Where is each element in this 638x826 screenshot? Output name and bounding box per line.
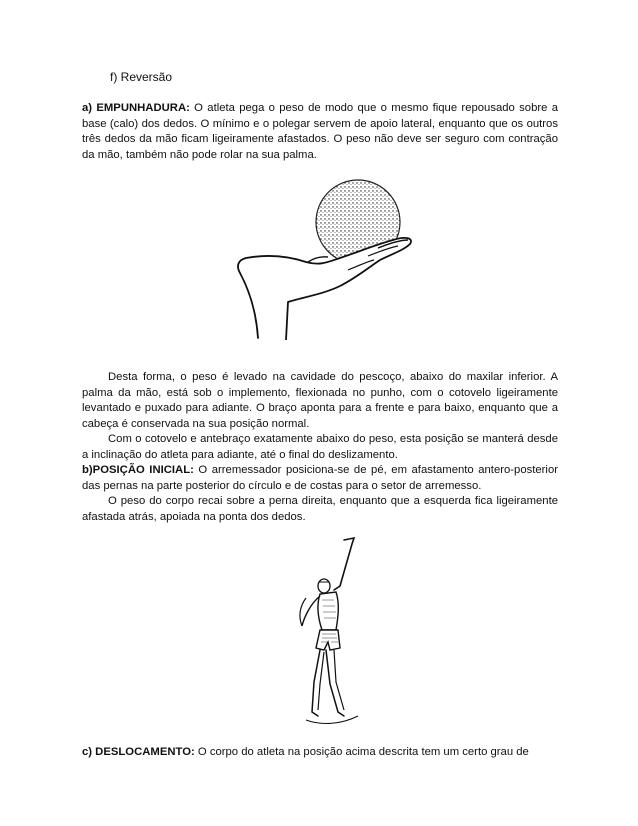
paragraph-posicao-inicial: [82, 463, 558, 494]
label-empunhadura: a) EMPUNHADURA:: [82, 102, 190, 114]
text-empunhadura: O atleta pega o peso de modo que o mesmo fique repousado sobre a base (calo) dos dedos. O mínimo e o polegar servem de apoio lateral, enquanto que os outros três dedos da mão ficam ligeiramente afastados. O peso não deve ser seguro com contração da mão, também não pode rolar na sua palma.: [82, 102, 558, 161]
paragraph-desta-forma: Desta forma, o peso é levado na cavidade do pescoço, abaixo do maxilar inferior. A palma da mão, está sob o implemento, flexionada no punho, com o cotovelo ligeiramente levantado e puxado para adiante. O braço aponta para a frente e para baixo, enquanto que a cabeça é conservada na sua posição normal.: [82, 371, 558, 430]
athlete-illustration: [282, 534, 392, 726]
label-posicao-inicial: b)POSIÇÃO INICIAL:: [82, 464, 194, 476]
hand-holding-shot-icon: [228, 178, 428, 340]
hand-illustration: [228, 178, 428, 340]
text-posicao-inicial: O arremessador posiciona-se de pé, em afastamento antero-posterior das pernas na parte posterior do círculo e de costas para o setor de arremesso.: [82, 464, 558, 492]
section-heading: f) Reversão: [110, 70, 173, 84]
paragraph-empunhadura: [82, 101, 558, 163]
paragraph-cotovelo: Com o cotovelo e antebraço exatamente abaixo do peso, esta posição se manterá desde a inclinação do atleta para adiante, até o final do deslizamento.: [82, 433, 558, 461]
athlete-figure-icon: [282, 534, 392, 726]
paragraph-deslocamento: [82, 745, 558, 761]
text-deslocamento: O corpo do atleta na posição acima descrita tem um certo grau de: [194, 746, 529, 758]
label-deslocamento: c) DESLOCAMENTO:: [82, 746, 195, 758]
paragraph-peso-corpo: O peso do corpo recai sobre a perna direita, enquanto que a esquerda fica ligeiramente afastada atrás, apoiada na ponta dos dedos.: [82, 495, 558, 523]
